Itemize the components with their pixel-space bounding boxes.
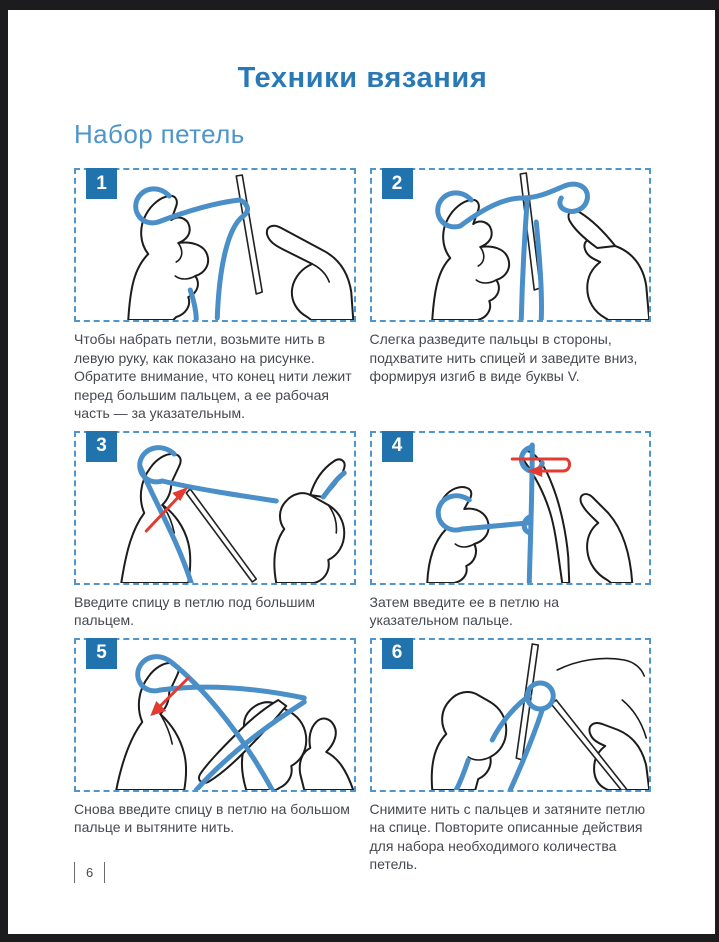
step-number-badge: 1 [86, 168, 117, 199]
right-hand [568, 211, 649, 320]
page-title: Техники вязания [237, 62, 488, 94]
step-figure-2 [370, 168, 652, 423]
left-hand [431, 692, 505, 790]
step-panel-1 [74, 168, 356, 322]
folio-divider-left [74, 862, 75, 883]
knitting-needle [236, 175, 262, 294]
step-panel-4 [370, 431, 652, 585]
illustration-step-4-icon [372, 433, 650, 583]
illustration-step-6-icon [372, 640, 650, 790]
step-panel-6 [370, 638, 652, 792]
step-caption: Чтобы набрать петли, возьмите нить в левую руку, как показано на рисунке. Обратите внимание, что конец нити лежит перед большим пальцем, а ее рабочая часть — за указательным. [74, 331, 352, 421]
step-panel-3 [74, 431, 356, 585]
step-caption: Затем введите ее в петлю на указательном пальце. [369, 593, 559, 628]
illustration-step-3-icon [76, 433, 354, 583]
step-number-badge: 6 [382, 638, 413, 669]
left-hand [121, 453, 190, 582]
step-figure-5 [74, 638, 356, 874]
step-number-badge: 3 [86, 431, 117, 462]
right-hand [267, 226, 353, 320]
step-panel-2 [370, 168, 652, 322]
left-hand [116, 662, 186, 789]
step-caption: Снова введите спицу в петлю на большом пальце и вытяните нить. [74, 800, 350, 835]
step-caption: Слегка разведите пальцы в стороны, подхватите нить спицей и заведите вниз, формируя изгиб в виде буквы V. [369, 331, 638, 384]
steps-grid [74, 168, 651, 874]
illustration-step-5-icon [76, 640, 354, 790]
illustration-step-1-icon [76, 170, 354, 320]
right-hand [274, 459, 344, 583]
left-hand [427, 487, 488, 583]
section-heading: Набор петель [74, 119, 245, 149]
step-caption: Снимите нить с пальцев и затяните петлю на спице. Повторите описанные действия для набора необходимого количества петель. [369, 800, 646, 872]
step-figure-3 [74, 431, 356, 630]
step-figure-4 [370, 431, 652, 630]
step-figure-6 [370, 638, 652, 874]
step-number-badge: 5 [86, 638, 117, 669]
book-page [8, 10, 715, 934]
page-number-footer [74, 862, 105, 883]
knitting-needle [186, 489, 256, 582]
illustration-step-2-icon [372, 170, 650, 320]
step-number-badge: 2 [382, 168, 413, 199]
step-number-badge: 4 [382, 431, 413, 462]
step-caption: Введите спицу в петлю под большим пальцем. [74, 593, 315, 628]
folio-divider-right [104, 862, 105, 883]
step-panel-5 [74, 638, 356, 792]
page-number: 6 [86, 865, 94, 880]
step-figure-1 [74, 168, 356, 423]
